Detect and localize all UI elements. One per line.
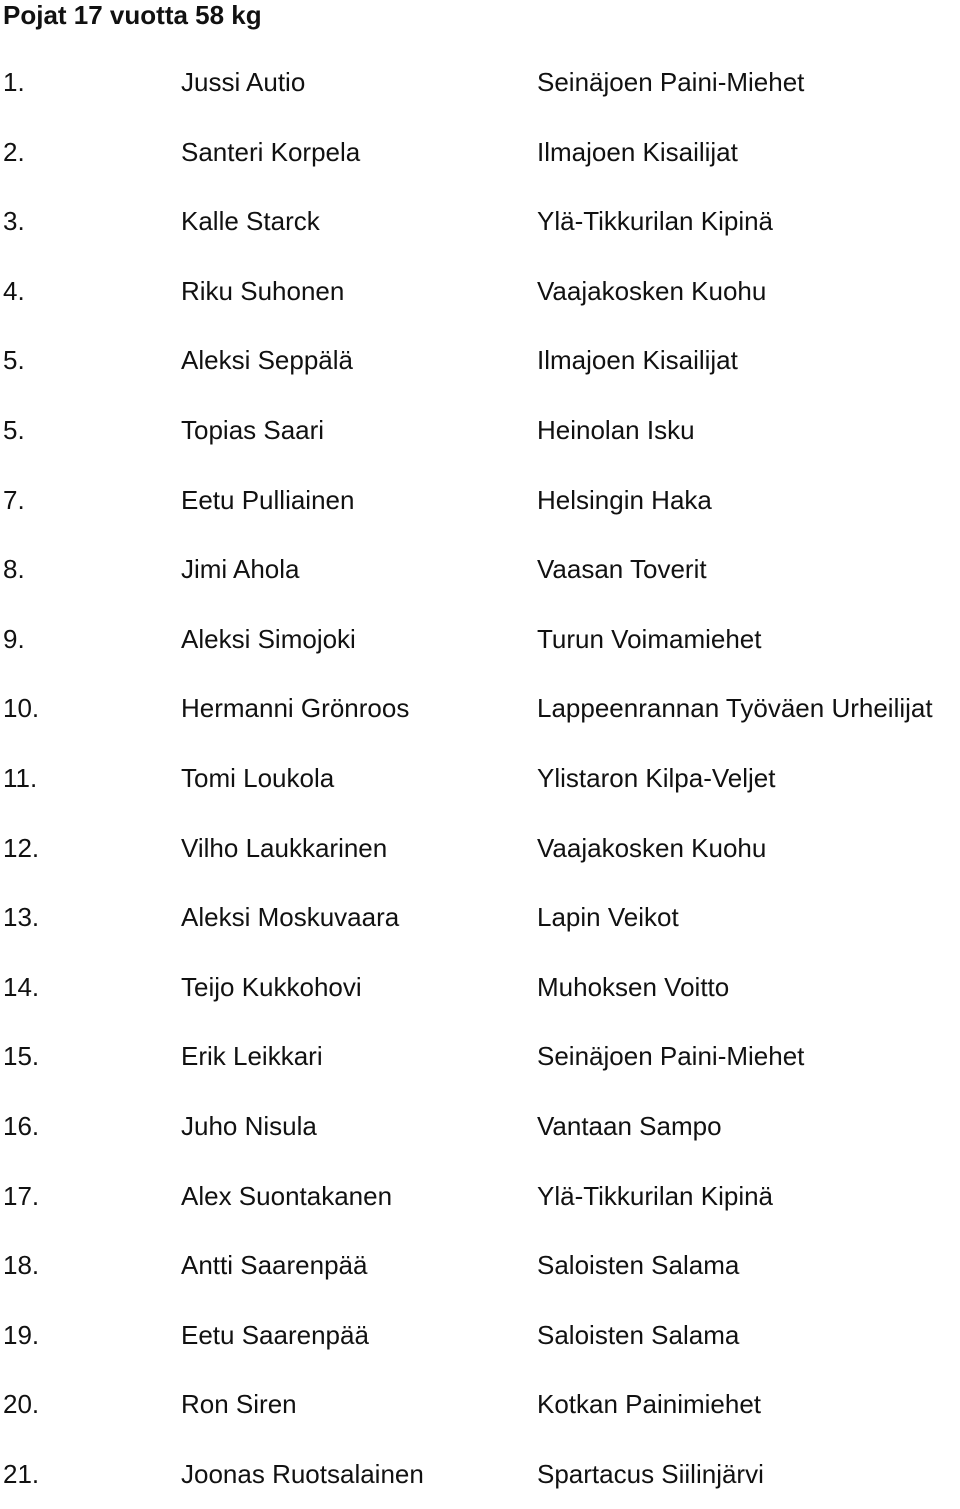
- result-row: [0, 883, 960, 953]
- athlete-name: Jimi Ahola: [181, 554, 300, 585]
- club-name: Ilmajoen Kisailijat: [537, 136, 738, 167]
- rank: 19.: [3, 1319, 40, 1350]
- rank: 8.: [3, 554, 25, 585]
- result-row: [0, 814, 960, 884]
- athlete-name: Vilho Laukkarinen: [181, 832, 388, 863]
- result-row: [0, 1440, 960, 1509]
- athlete-name: Tomi Loukola: [181, 762, 335, 793]
- result-row: [0, 1022, 960, 1092]
- result-row: [0, 326, 960, 396]
- athlete-name: Erik Leikkari: [181, 1041, 323, 1072]
- rank: 11.: [3, 762, 38, 793]
- athlete-name: Juho Nisula: [181, 1110, 317, 1141]
- result-row: [0, 535, 960, 605]
- club-name: Spartacus Siilinjärvi: [537, 1458, 764, 1489]
- rank: 2.: [3, 136, 25, 167]
- rank: 7.: [3, 484, 25, 515]
- rank: 5.: [3, 414, 25, 445]
- club-name: Saloisten Salama: [537, 1250, 740, 1281]
- athlete-name: Antti Saarenpää: [181, 1250, 368, 1281]
- result-row: [0, 1092, 960, 1162]
- result-row: [0, 744, 960, 814]
- rank: 10.: [3, 693, 40, 724]
- rank: 14.: [3, 971, 40, 1002]
- result-row: [0, 1301, 960, 1371]
- club-name: Seinäjoen Paini-Miehet: [537, 1041, 805, 1072]
- rank: 4.: [3, 275, 25, 306]
- club-name: Ylistaron Kilpa-Veljet: [537, 762, 776, 793]
- athlete-name: Jussi Autio: [181, 67, 306, 97]
- club-name: Seinäjoen Paini-Miehet: [537, 67, 805, 97]
- athlete-name: Aleksi Moskuvaara: [181, 902, 400, 933]
- club-name: Kotkan Painimiehet: [537, 1389, 762, 1420]
- athlete-name: Ron Siren: [181, 1389, 297, 1420]
- club-name: Turun Voimamiehet: [537, 623, 762, 654]
- result-row: [0, 953, 960, 1023]
- rank: 18.: [3, 1250, 40, 1281]
- athlete-name: Teijo Kukkohovi: [181, 971, 362, 1002]
- athlete-name: Joonas Ruotsalainen: [181, 1458, 424, 1489]
- club-name: Helsingin Haka: [537, 484, 712, 515]
- athlete-name: Topias Saari: [181, 414, 325, 445]
- rank: 9.: [3, 623, 25, 654]
- athlete-name: Eetu Pulliainen: [181, 484, 355, 515]
- athlete-name: Santeri Korpela: [181, 136, 361, 167]
- result-row: [0, 187, 960, 257]
- club-name: Muhoksen Voitto: [537, 971, 730, 1002]
- result-row: [0, 674, 960, 744]
- club-name: Ilmajoen Kisailijat: [537, 345, 738, 376]
- club-name: Lapin Veikot: [537, 902, 679, 933]
- club-name: Ylä-Tikkurilan Kipinä: [537, 206, 774, 237]
- club-name: Vantaan Sampo: [537, 1110, 722, 1141]
- rank: 15.: [3, 1041, 40, 1072]
- results-list: [0, 48, 960, 1509]
- athlete-name: Riku Suhonen: [181, 275, 345, 306]
- result-row: [0, 1231, 960, 1301]
- result-row: [0, 1162, 960, 1232]
- result-row: [0, 257, 960, 327]
- page-title: Pojat 17 vuotta 58 kg: [3, 0, 262, 30]
- result-row: [0, 466, 960, 536]
- rank: 16.: [3, 1110, 40, 1141]
- rank: 12.: [3, 832, 40, 863]
- club-name: Vaasan Toverit: [537, 554, 707, 585]
- athlete-name: Aleksi Seppälä: [181, 345, 353, 376]
- club-name: Saloisten Salama: [537, 1319, 740, 1350]
- rank: 21.: [3, 1458, 40, 1489]
- club-name: Ylä-Tikkurilan Kipinä: [537, 1180, 774, 1211]
- athlete-name: Eetu Saarenpää: [181, 1319, 369, 1350]
- athlete-name: Aleksi Simojoki: [181, 623, 356, 654]
- rank: 1.: [3, 67, 25, 97]
- club-name: Vaajakosken Kuohu: [537, 275, 767, 306]
- result-row: [0, 1370, 960, 1440]
- result-row: [0, 605, 960, 675]
- athlete-name: Kalle Starck: [181, 206, 320, 237]
- rank: 3.: [3, 206, 25, 237]
- club-name: Heinolan Isku: [537, 414, 695, 445]
- rank: 17.: [3, 1180, 40, 1211]
- result-row: [0, 48, 960, 118]
- result-row: [0, 118, 960, 188]
- club-name: Vaajakosken Kuohu: [537, 832, 767, 863]
- rank: 20.: [3, 1389, 40, 1420]
- result-row: [0, 396, 960, 466]
- rank: 5.: [3, 345, 25, 376]
- athlete-name: Hermanni Grönroos: [181, 693, 410, 724]
- rank: 13.: [3, 902, 40, 933]
- club-name: Lappeenrannan Työväen Urheilijat: [537, 693, 933, 724]
- athlete-name: Alex Suontakanen: [181, 1180, 393, 1211]
